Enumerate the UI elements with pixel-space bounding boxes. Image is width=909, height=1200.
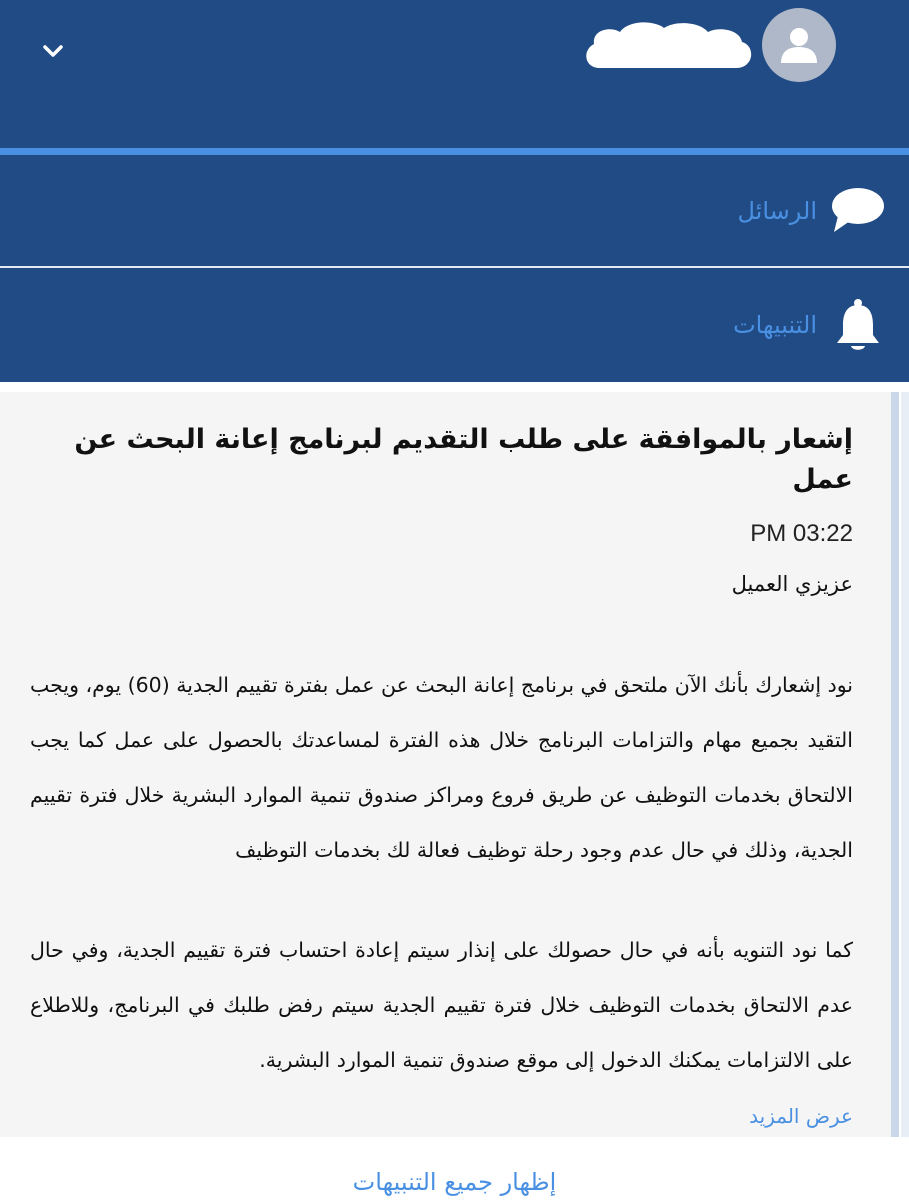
show-all-notifications-link[interactable]: إظهار جميع التنبيهات	[352, 1168, 557, 1196]
notification-card[interactable]	[0, 392, 899, 1137]
chat-bubble-icon	[829, 182, 887, 240]
notification-greeting: عزيزي العميل	[731, 572, 853, 596]
show-more-link[interactable]: عرض المزيد	[749, 1104, 853, 1128]
chevron-down-icon[interactable]	[36, 34, 70, 68]
card-edge-strip	[901, 392, 909, 1137]
menu-item-alerts[interactable]	[0, 268, 909, 382]
notification-paragraph-2: كما نود التنويه بأنه في حال حصولك على إنذار سيتم إعادة احتساب فترة تقييم الجدية، وفي حال عدم الالتحاق بخدمات التوظيف خلال فترة تقييم الجدية سيتم رفض طلبك في البرنامج، وللاطلاع على الالتزامات يمكنك الدخول إلى موقع صندوق تنمية الموارد البشرية.	[30, 938, 853, 1072]
notification-paragraph-1: نود إشعارك بأنك الآن ملتحق في برنامج إعانة البحث عن عمل بفترة تقييم الجدية (60) يوم، ويجب التقيد بجميع مهام والتزامات البرنامج خلال هذه الفترة لمساعدتك بالحصول على عمل كما يجب الالتحاق بخدمات التوظيف عن طريق فروع ومراكز صندوق تنمية الموارد البشرية خلال فترة تقييم الجدية، وذلك في حال عدم وجود رحلة توظيف فعالة لك بخدمات التوظيف	[30, 673, 853, 862]
header-accent-line	[0, 148, 909, 155]
menu-item-messages[interactable]	[0, 155, 909, 266]
redacted-user-name	[580, 20, 756, 72]
top-header	[0, 0, 909, 148]
bell-icon	[829, 296, 887, 354]
alerts-label: التنبيهات	[733, 311, 817, 339]
notification-time: PM 03:22	[750, 520, 853, 547]
messages-label: الرسائل	[737, 196, 817, 225]
avatar[interactable]	[762, 8, 836, 82]
user-icon	[779, 25, 819, 65]
notification-title: إشعار بالموافقة على طلب التقديم لبرنامج إعانة البحث عن عمل	[74, 424, 853, 495]
